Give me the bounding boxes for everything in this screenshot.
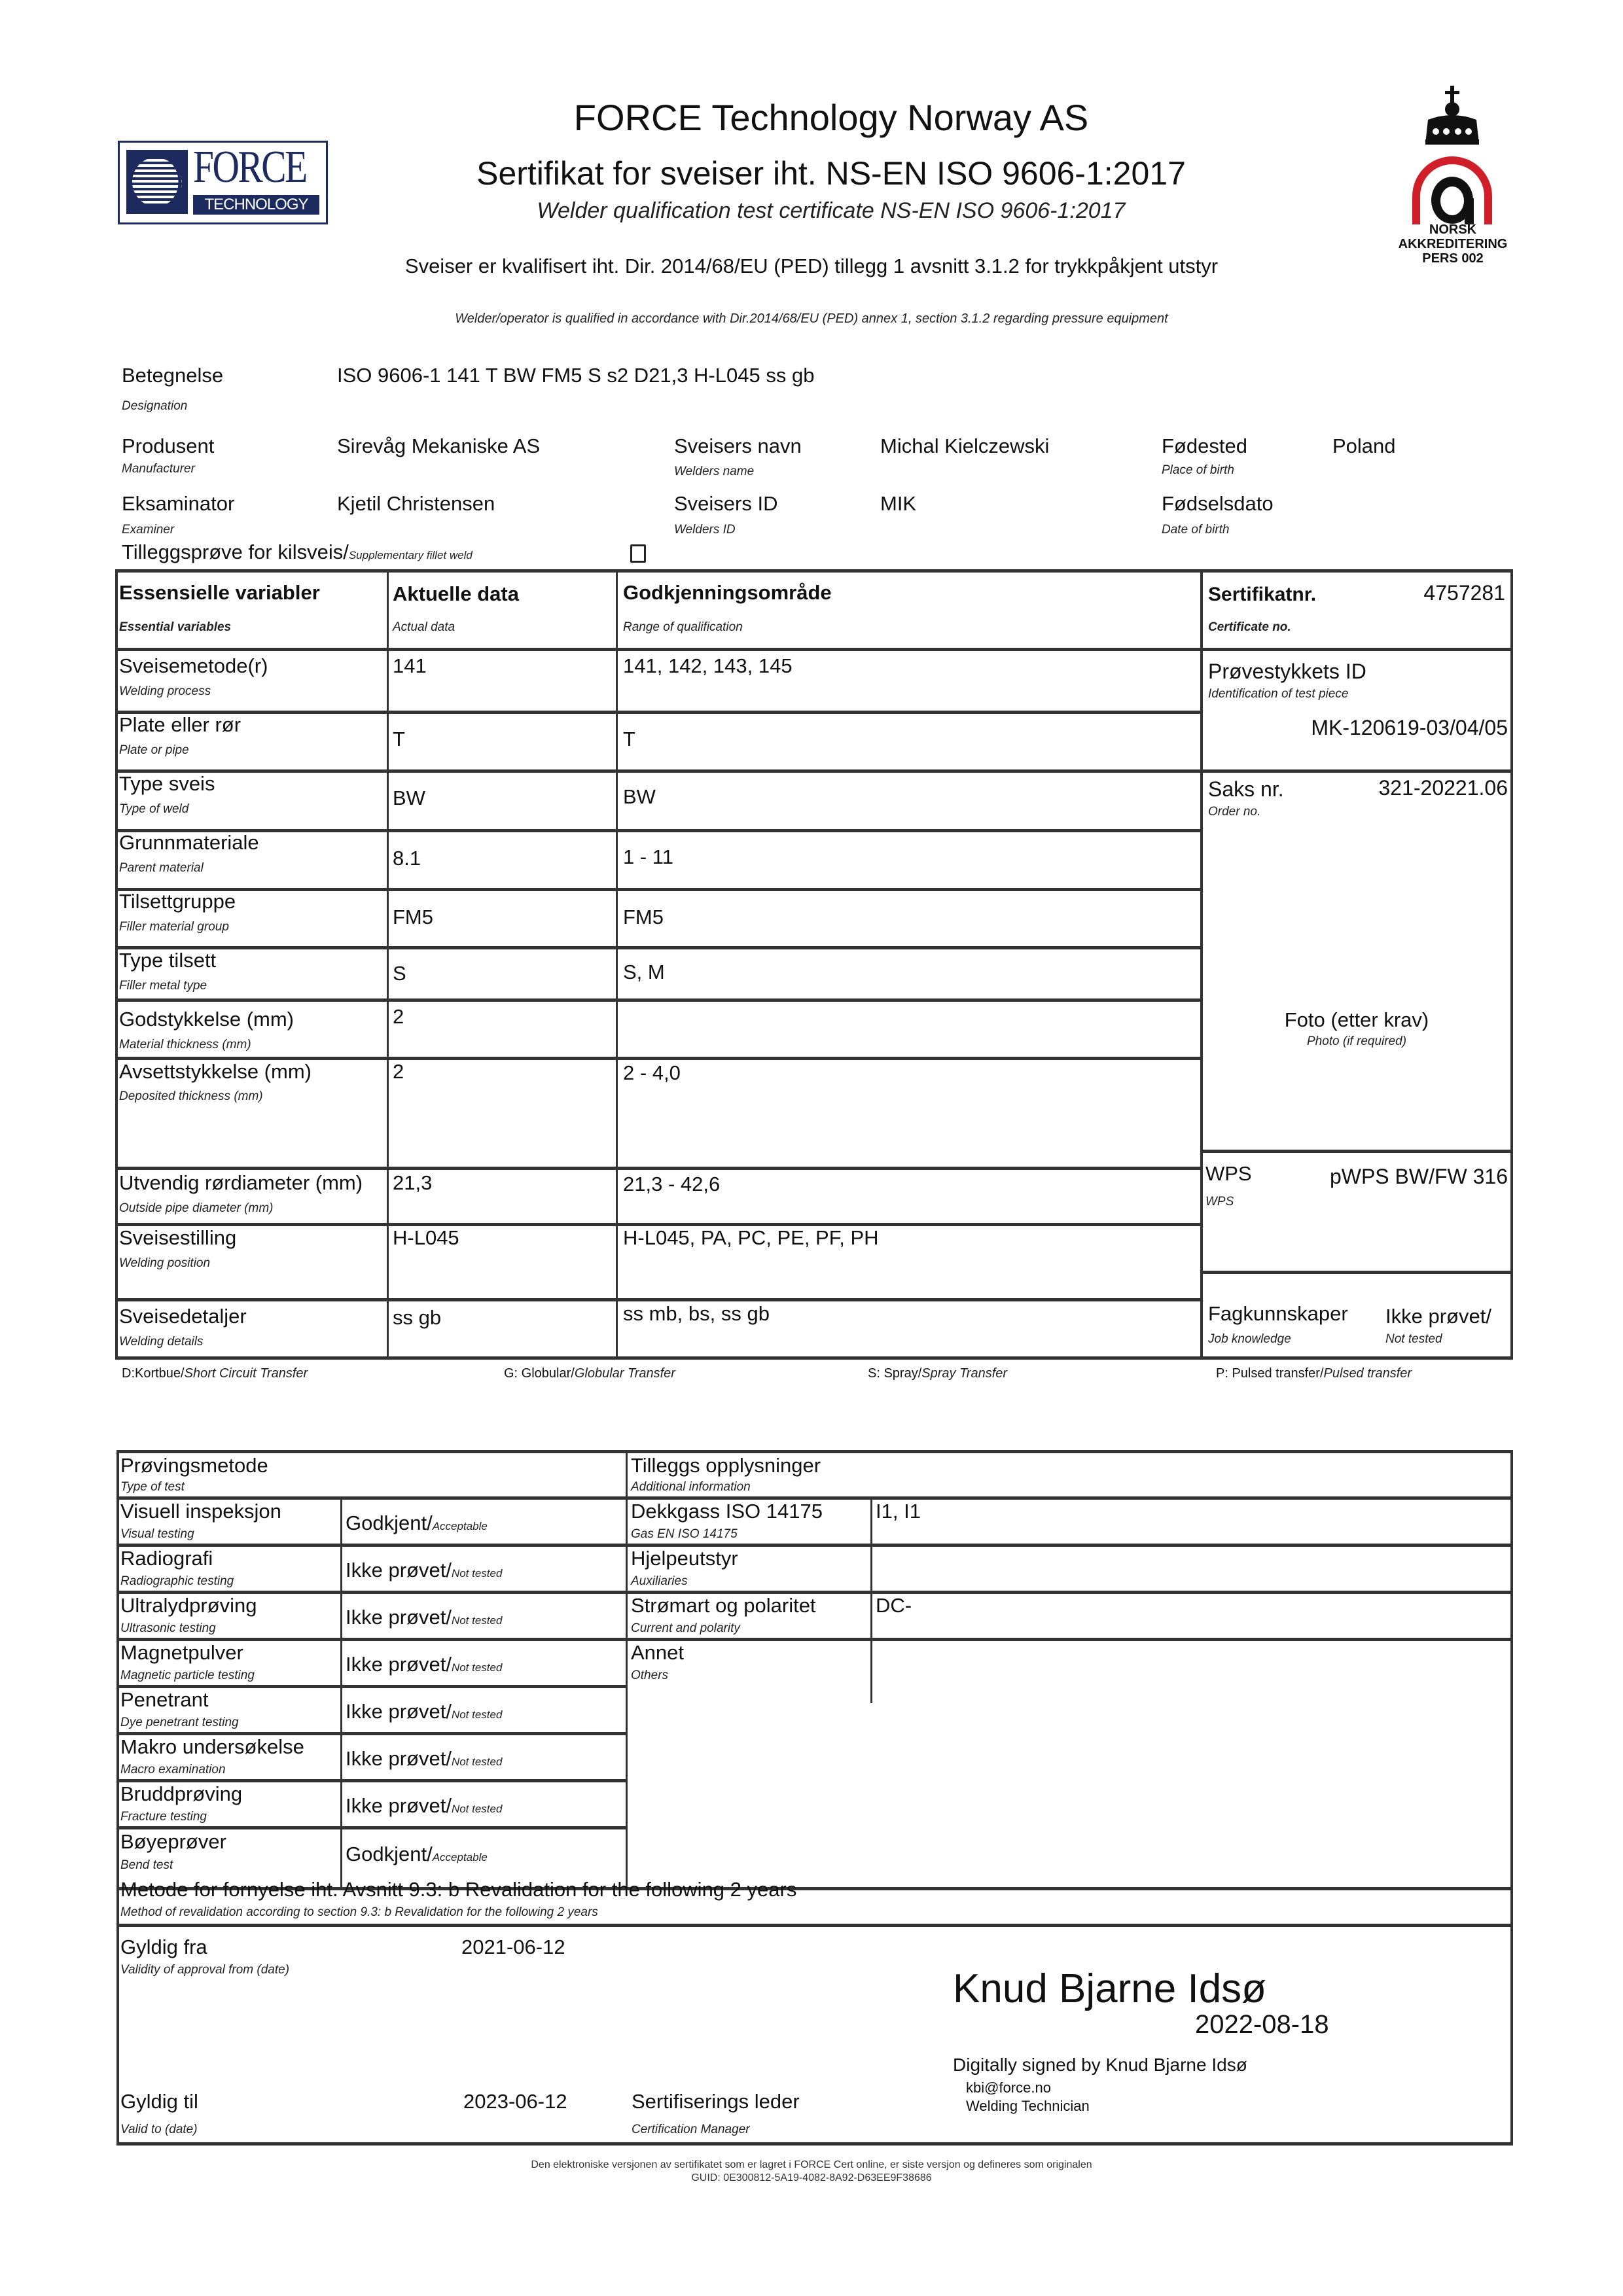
test-label-en: Bend test [120,1858,173,1872]
row-range: S, M [623,961,665,983]
additional-label-en: Gas EN ISO 14175 [631,1527,738,1541]
supplementary-checkbox[interactable] [630,544,646,563]
row-label-en: Deposited thickness (mm) [119,1089,263,1103]
order-no-label-en: Order no. [1208,805,1261,819]
row-label-en: Welding position [119,1256,211,1270]
test-label-en: Magnetic particle testing [120,1669,255,1682]
row-range: 2 - 4,0 [623,1061,681,1084]
row-range: H-L045, PA, PC, PE, PF, PH [623,1226,879,1249]
row-label: Sveisedetaljer [119,1305,247,1328]
legend-prefix: G: Globular/ [504,1366,575,1381]
valid-to-label-en: Valid to (date) [120,2123,198,2136]
test-label: Makro undersøkelse [120,1735,304,1758]
row-actual: 8.1 [393,847,421,870]
test-result: Ikke prøvet/Not tested [346,1794,503,1817]
row-actual: H-L045 [393,1226,459,1249]
wps-label-en: WPS [1205,1195,1234,1209]
col-header-essential: Essensielle variabler [119,581,320,604]
welder-name-label-en: Welders name [674,465,755,478]
signer-email: kbi@force.no [966,2079,1051,2096]
additional-header-en: Additional information [631,1480,751,1494]
test-label-en: Dye penetrant testing [120,1716,239,1729]
row-label: Sveisestilling [119,1226,237,1249]
row-label-en: Outside pipe diameter (mm) [119,1201,274,1215]
test-result: Ikke prøvet/Not tested [346,1747,503,1770]
company-name: FORCE Technology Norway AS [573,97,1089,138]
row-label-en: Filler metal type [119,979,207,993]
logo-word-technology: TECHNOLOGY [193,195,319,215]
test-piece-label-en: Identification of test piece [1208,687,1349,701]
row-actual: BW [393,786,425,809]
row-actual: ss gb [393,1306,442,1329]
wps-value: pWPS BW/FW 316 [1329,1165,1508,1188]
test-label-en: Macro examination [120,1763,226,1776]
designation-value: ISO 9606-1 141 T BW FM5 S s2 D21,3 H-L045 ss gb [337,364,815,387]
test-label-en: Fracture testing [120,1810,207,1824]
col-header-essential-en: Essential variables [119,620,232,634]
cert-manager-label-en: Certification Manager [632,2123,750,2136]
signature-name: Knud Bjarne Idsø [953,1966,1267,2011]
examiner-value: Kjetil Christensen [337,492,495,515]
test-result: Ikke prøvet/Not tested [346,1559,503,1581]
row-actual: 21,3 [393,1171,433,1194]
accreditation-text-1: NORSK [1429,222,1477,237]
job-knowledge-label-en: Job knowledge [1208,1332,1291,1346]
test-label-en: Visual testing [120,1527,194,1541]
additional-label: Dekkgass ISO 14175 [631,1500,823,1523]
certificate-title: Sertifikat for sveiser iht. NS-EN ISO 9606-1:2017 [476,155,1186,192]
test-result: Godkjent/Acceptable [346,1511,488,1534]
col-header-actual-en: Actual data [393,620,455,634]
row-range: 1 - 11 [623,845,673,868]
row-label-en: Type of weld [119,802,189,816]
test-label-en: Ultrasonic testing [120,1621,216,1635]
row-label: Godstykkelse (mm) [119,1008,294,1031]
test-piece-value: MK-120619-03/04/05 [1311,716,1508,739]
valid-from-value: 2021-06-12 [461,1935,565,1958]
legend-en: Globular Transfer [574,1366,675,1381]
row-range: FM5 [623,906,664,928]
legend-spray [868,1366,1007,1381]
row-label-en: Filler material group [119,920,229,934]
row-label-en: Plate or pipe [119,743,189,757]
row-range: T [623,728,635,751]
welder-id-value: MIK [880,492,917,515]
cert-no-label: Sertifikatnr. [1208,584,1317,605]
test-label: Bøyeprøver [120,1830,226,1853]
revalidation-label: Metode for fornyelse iht. Avsnitt 9.3: b Revalidation for the following 2 years [120,1878,797,1901]
row-range: 141, 142, 143, 145 [623,654,793,677]
row-label: Plate eller rør [119,713,241,736]
job-knowledge-value: Ikke prøvet/ [1385,1305,1491,1328]
row-range: ss mb, bs, ss gb [623,1302,770,1325]
additional-label-en: Others [631,1669,669,1682]
test-label: Visuell inspeksjon [120,1500,281,1523]
job-knowledge-value-en: Not tested [1385,1332,1442,1346]
footer-note: Den elektroniske versjonen av sertifikatet som er lagret i FORCE Cert online, er siste versjon og defineres som originalen [531,2159,1092,2170]
row-label: Grunnmateriale [119,831,259,854]
job-knowledge-label: Fagkunnskaper [1208,1302,1348,1325]
digital-signature: Digitally signed by Knud Bjarne Idsø [953,2055,1247,2075]
place-of-birth-label-en: Place of birth [1162,463,1234,477]
logo-word-force: FORCE [193,142,306,192]
row-actual: 2 [393,1005,404,1028]
photo-label: Foto (etter krav) [1284,1008,1429,1031]
row-actual: T [393,728,405,751]
norsk-akkreditering-logo [1381,82,1525,278]
row-label: Type sveis [119,772,215,795]
test-label: Penetrant [120,1688,209,1711]
row-actual: S [393,962,406,985]
crown-arch-icon [1381,82,1525,226]
test-result: Ikke prøvet/Not tested [346,1653,503,1676]
additional-label-en: Current and polarity [631,1621,740,1635]
photo-placeholder [1203,773,1510,1150]
row-label-en: Welding process [119,684,211,698]
test-label-en: Radiographic testing [120,1574,234,1588]
row-label: Utvendig rørdiameter (mm) [119,1171,363,1194]
cert-manager-label: Sertifiserings leder [632,2090,800,2113]
row-label: Sveisemetode(r) [119,654,268,677]
certificate-title-en: Welder qualification test certificate NS-EN ISO 9606-1:2017 [537,198,1126,223]
examiner-label-en: Examiner [122,523,175,537]
ped-statement-en: Welder/operator is qualified in accordance with Dir.2014/68/EU (PED) annex 1, section 3.1.2 regarding pressure equipment [455,311,1168,326]
test-piece-label: Prøvestykkets ID [1208,660,1366,683]
legend-prefix: P: Pulsed transfer/ [1216,1366,1324,1381]
col-header-range-en: Range of qualification [623,620,743,634]
row-range: 21,3 - 42,6 [623,1173,721,1195]
welder-id-label-en: Welders ID [674,523,736,537]
cert-no-label-en: Certificate no. [1208,620,1291,634]
supplementary-fillet-weld [122,540,473,564]
legend-short-circuit [122,1366,308,1381]
designation-label: Betegnelse [122,364,224,387]
test-header: Prøvingsmetode [120,1454,268,1477]
additional-header: Tilleggs opplysninger [631,1454,821,1477]
accreditation-text-3: PERS 002 [1422,251,1484,266]
cert-no-value: 4757281 [1423,581,1505,605]
manufacturer-value: Sirevåg Mekaniske AS [337,434,541,457]
test-result: Godkjent/Acceptable [346,1843,488,1865]
test-result: Ikke prøvet/Not tested [346,1606,503,1629]
test-label: Bruddprøving [120,1782,243,1805]
row-label-en: Parent material [119,861,204,875]
manufacturer-label-en: Manufacturer [122,462,195,476]
photo-label-en: Photo (if required) [1306,1034,1407,1048]
additional-label: Strømart og polaritet [631,1594,816,1617]
valid-to-value: 2023-06-12 [463,2090,567,2113]
valid-from-label: Gyldig fra [120,1935,207,1958]
row-label-en: Material thickness (mm) [119,1038,251,1051]
revalidation-label-en: Method of revalidation according to section 9.3: b Revalidation for the following 2 years [120,1905,598,1919]
row-actual: 2 [393,1060,404,1083]
wps-label: WPS [1205,1162,1252,1185]
additional-value: I1, I1 [876,1500,921,1523]
row-range: BW [623,785,656,808]
accreditation-text-2: AKKREDITERING [1398,237,1508,251]
supplementary-label: Tilleggsprøve for kilsveis/ [122,540,349,563]
row-label: Type tilsett [119,949,217,972]
test-label: Magnetpulver [120,1641,243,1664]
legend-prefix: D:Kortbue/ [122,1366,185,1381]
row-actual: 141 [393,654,427,677]
welder-id-label: Sveisers ID [674,492,778,515]
supplementary-label-en: Supplementary fillet weld [348,549,473,561]
col-header-range: Godkjenningsområde [623,581,832,604]
row-actual: FM5 [393,906,433,928]
valid-from-label-en: Validity of approval from (date) [120,1963,290,1977]
place-of-birth-value: Poland [1332,434,1396,457]
signature-date: 2022-08-18 [1195,2010,1329,2039]
legend-globular [504,1366,675,1381]
order-no-label: Saks nr. [1208,777,1284,801]
legend-en: Short Circuit Transfer [184,1366,308,1381]
test-header-en: Type of test [120,1480,185,1494]
legend-en: Pulsed transfer [1323,1366,1412,1381]
col-header-actual: Aktuelle data [393,582,519,605]
date-of-birth-label: Fødselsdato [1162,492,1274,515]
welder-name-label: Sveisers navn [674,434,802,457]
ped-statement: Sveiser er kvalifisert iht. Dir. 2014/68/EU (PED) tillegg 1 avsnitt 3.1.2 for trykkpåkjent utstyr [404,255,1219,277]
additional-value: DC- [876,1594,912,1617]
place-of-birth-label: Fødested [1162,434,1247,457]
examiner-label: Eksaminator [122,492,235,515]
row-label-en: Welding details [119,1335,204,1349]
test-label: Radiografi [120,1547,213,1570]
additional-label-en: Auxiliaries [631,1574,688,1588]
test-result: Ikke prøvet/Not tested [346,1700,503,1723]
row-label: Tilsettgruppe [119,890,236,913]
valid-to-label: Gyldig til [120,2090,198,2113]
legend-prefix: S: Spray/ [868,1366,922,1381]
additional-label: Hjelpeutstyr [631,1547,738,1570]
welder-name-value: Michal Kielczewski [880,434,1050,457]
row-label: Avsettstykkelse (mm) [119,1060,312,1083]
legend-pulsed [1216,1366,1412,1381]
designation-label-en: Designation [122,399,188,413]
test-label: Ultralydprøving [120,1594,257,1617]
date-of-birth-label-en: Date of birth [1162,523,1230,537]
legend-en: Spray Transfer [921,1366,1008,1381]
signer-role: Welding Technician [966,2098,1090,2114]
footer-guid: GUID: 0E300812-5A19-4082-8A92-D63EE9F38686 [691,2172,932,2183]
additional-label: Annet [631,1641,685,1664]
order-no-value: 321-20221.06 [1378,776,1508,800]
manufacturer-label: Produsent [122,434,215,457]
